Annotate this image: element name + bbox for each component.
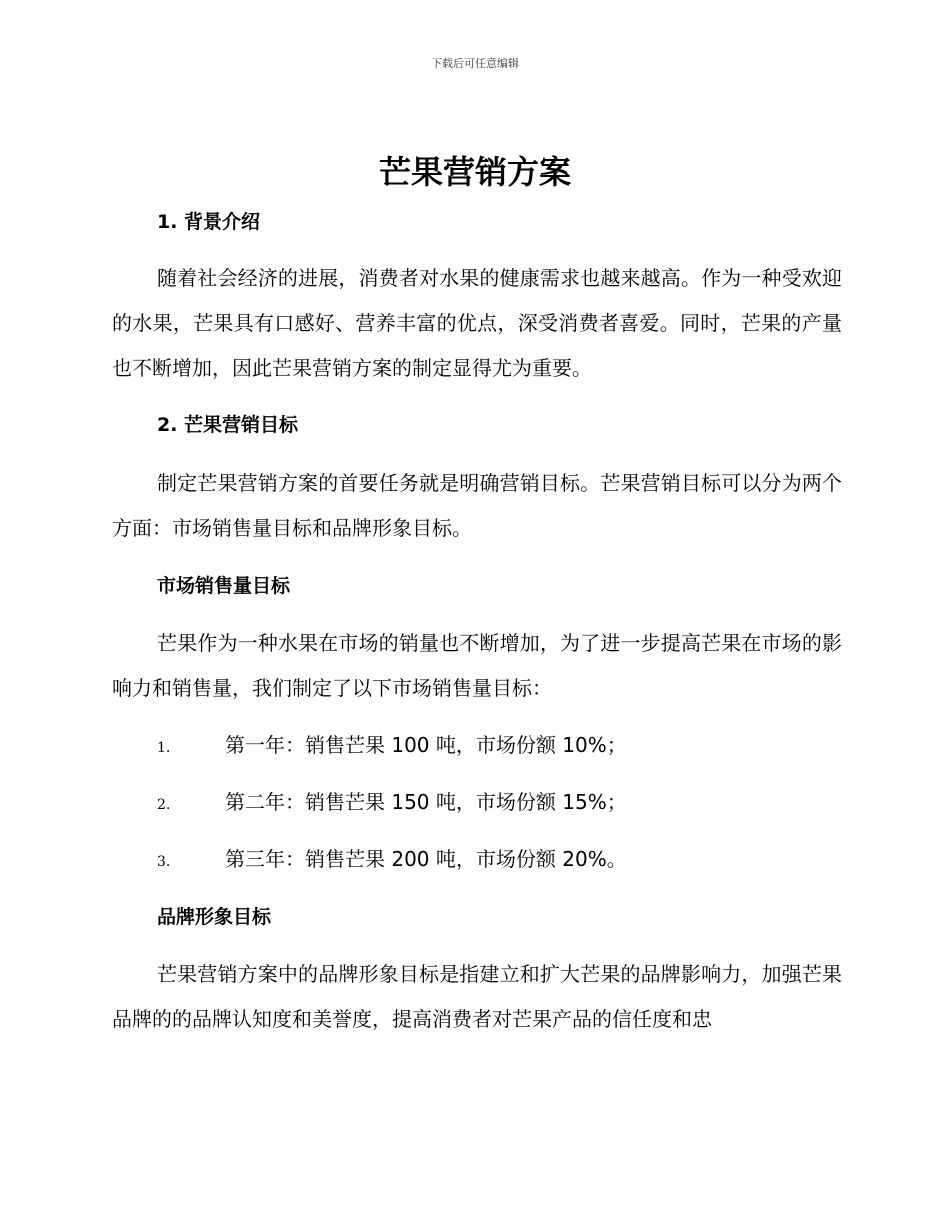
section-paragraph-background: 随着社会经济的进展，消费者对水果的健康需求也越来越高。作为一种受欢迎的水果，芒果具有口感好、营养丰富的优点，深受消费者喜爱。同时，芒果的产量也不断增加，因此芒果营销方案的制定显得尤为重要。	[112, 266, 842, 380]
subsection-paragraph-brand: 芒果营销方案中的品牌形象目标是指建立和扩大芒果的品牌影响力，加强芒果品牌的的品牌认知度和美誉度，提高消费者对芒果产品的信任度和忠	[112, 962, 842, 1031]
list-item-number: 2.	[157, 797, 171, 813]
list-item-number: 3.	[157, 854, 171, 870]
list-item	[157, 844, 627, 877]
list-item-text: 第一年：销售芒果 100 吨，市场份额 10%；	[225, 733, 627, 757]
list-item-text: 第三年：销售芒果 200 吨，市场份额 20%。	[225, 847, 627, 871]
section-heading-background: 1. 背景介绍	[157, 211, 261, 233]
header-note: 下载后可任意编辑	[431, 57, 519, 70]
subsection-heading-sales: 市场销售量目标	[157, 575, 291, 597]
list-item-text: 第二年：销售芒果 150 吨，市场份额 15%；	[225, 790, 627, 814]
subsection-paragraph-sales: 芒果作为一种水果在市场的销量也不断增加，为了进一步提高芒果在市场的影响力和销售量，我们制定了以下市场销售量目标：	[112, 631, 842, 700]
section-paragraph-goals: 制定芒果营销方案的首要任务就是明确营销目标。芒果营销目标可以分为两个方面：市场销售量目标和品牌形象目标。	[112, 471, 842, 540]
subsection-heading-brand: 品牌形象目标	[157, 906, 272, 928]
list-item	[157, 730, 627, 763]
document-title: 芒果营销方案	[378, 153, 571, 191]
list-item	[157, 787, 627, 820]
section-heading-goals: 2. 芒果营销目标	[157, 414, 299, 436]
list-item-number: 1.	[157, 740, 171, 756]
